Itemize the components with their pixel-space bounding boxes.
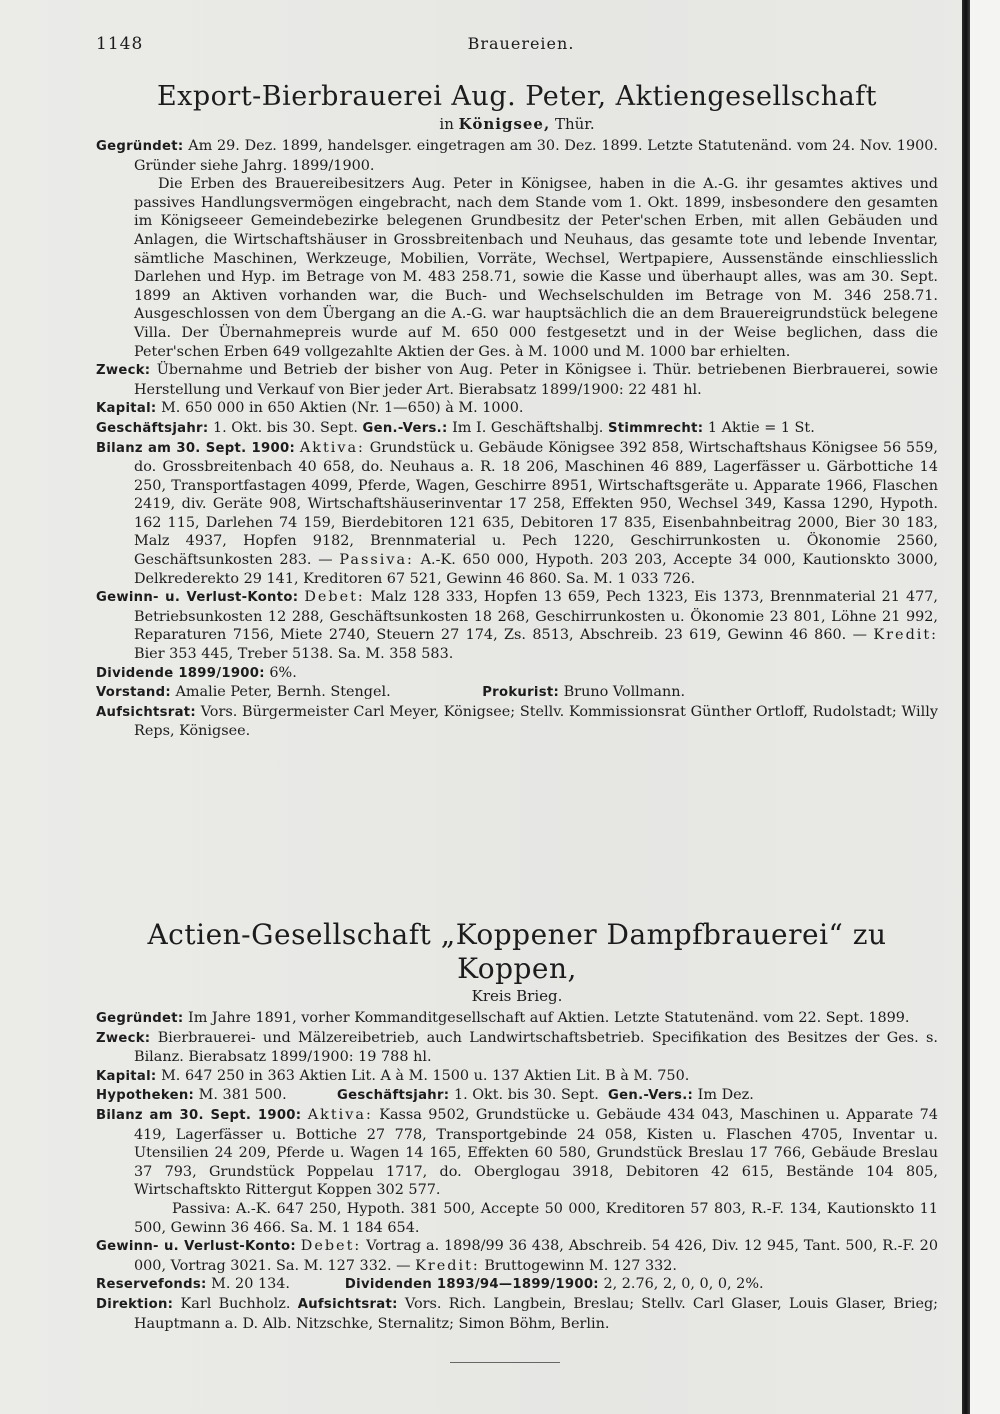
- kapital-text: M. 650 000 in 650 Aktien (Nr. 1—650) à M. 1000.: [161, 400, 524, 417]
- dividenden-text: 2, 2.76, 2, 0, 0, 0, 2%.: [603, 1276, 764, 1293]
- aufsichtsrat-label: Aufsichtsrat:: [297, 1296, 398, 1312]
- history-paragraph: Die Erben des Brauereibesitzers Aug. Peter in Königsee, haben in die A.-G. ihr gesamtes aktives und passives Handlungsvermögen eingebracht, nach dem Stande vom 1. Okt. 1899, insbesondere den gesamten im Königseeer Gemeindebezirke belegenen Grundbesitz der Peter'schen Erben, mit allen Gebäuden und Anlagen, die Wirtschaftshäuser in Grossbreitenbach und Neuhaus, das gesamte tote und lebende Inventar, sämtliche Maschinen, Werkzeuge, Mobilien, Vorräte, Wechsel, Wertpapiere, Aussenstände einschliesslich Darlehen und Hyp. im Betrage von M. 483 258.71, sowie die Kasse und überhaupt alles, was am 30. Sept. 1899 an Aktiven vorhanden war, die Buch- und Wechselschulden im Betrage von M. 346 258.71. Ausgeschlossen von dem Übergang an die A.-G. war hauptsächlich die an dem Brauereigrundstück belegene Villa. Der Übernahmepreis wurde auf M. 650 000 festgesetzt und in der Weise beglichen, dass die Peter'schen Erben 649 vollgezahlte Aktien der Ges. à M. 1000 und M. 1000 bar erhielten.: [134, 176, 938, 360]
- bilanz-passiva-text: A.-K. 647 250, Hypoth. 381 500, Accepte 50 000, Kreditoren 57 803, R.-F. 134, Kautionskto 11 500, Gewinn 36 466. Sa. M. 1 184 654.: [134, 1200, 938, 1236]
- bilanz-passiva-paragraph: [96, 1200, 938, 1237]
- prokurist-text: Bruno Vollmann.: [563, 684, 686, 701]
- gegruendet-entry: [96, 1009, 938, 1029]
- reservefonds-label: Reservefonds:: [96, 1277, 207, 1293]
- zweck-label: Zweck:: [96, 1030, 151, 1046]
- reservefonds-text: M. 20 134.: [211, 1276, 290, 1293]
- bilanz-aktiva-text: Grundstück u. Gebäude Königsee 392 858, Wirtschaftshaus Königsee 56 559, do. Grossbreitenbach 40 658, do. Neuhaus a. R. 18 206, Maschinen 46 889, Lagerfässer u. Gärbottiche 14 250, Transportfastagen 4099, Pferde, Wagen, Geschirre 8951, Wirtschaftsgeräte u. Apparate 1966, Flaschen 2419, div. Geräte 908, Wirtschaftshäuserinventar 17 258, Effekten 950, Wechsel 349, Kassa 1290, Hypoth. 162 115, Darlehen 74 159, Bierdebitoren 121 635, Debitoren 17 835, Eisenbahnbeitrag 2000, Bier 30 183, Malz 4937, Hopfen 9182, Brennmaterial u. Pech 1220, Geschirrunkosten u. Ökonomie 2560, Geschäftsunkosten 283. —: [134, 439, 938, 569]
- end-rule: [450, 1362, 560, 1363]
- bilanz-entry: [96, 439, 938, 589]
- bilanz-label: Bilanz am 30. Sept. 1900:: [96, 1107, 302, 1123]
- kapital-entry: [96, 1067, 938, 1087]
- binding-edge: [962, 0, 970, 1414]
- kapital-label: Kapital:: [96, 1068, 157, 1084]
- zweck-label: Zweck:: [96, 363, 151, 379]
- dividende-label: Dividende 1899/1900:: [96, 665, 265, 681]
- bilanz-passiva-word: Passiva:: [339, 552, 414, 569]
- location-name: Königsee,: [458, 115, 551, 133]
- guv-debet-word: Debet:: [300, 1238, 362, 1255]
- company-location: Kreis Brieg.: [471, 987, 563, 1005]
- guv-kredit-text: Bier 353 445, Treber 5138. Sa. M. 358 583.: [134, 646, 454, 663]
- gegruendet-text: Im Jahre 1891, vorher Kommanditgesellschaft auf Aktien. Letzte Statutenänd. vom 22. Sept. 1899.: [188, 1010, 910, 1026]
- bilanz-aktiva-text: Kassa 9502, Grundstücke u. Gebäude 434 043, Maschinen u. Apparate 74 419, Lagerfässer u. Bottiche 27 778, Transportgebinde 24 058, Kisten u. Flaschen 4705, Inventar u. Utensilien 24 209, Pferde u. Wagen 14 165, Effekten 60 580, Grundstück Breslau 17 766, Gebäude Breslau 37 793, Grundstück Poppelau 1717, do. Oberglogau 3918, Debitoren 42 615, Bestände 104 805, Wirtschaftskto Rittergut Koppen 302 577.: [134, 1106, 938, 1199]
- genvers-label: Gen.-Vers.:: [608, 1088, 694, 1104]
- gegruendet-label: Gegründet:: [96, 139, 184, 154]
- bilanz-passiva-word: Passiva:: [172, 1200, 231, 1217]
- company-title: Actien-Gesellschaft „Koppener Dampfbrauerei“ zu Koppen,: [147, 918, 887, 985]
- company-entry-2: [96, 918, 938, 1333]
- stimmrecht-text: 1 Aktie = 1 St.: [707, 419, 815, 436]
- location-prefix: in: [439, 115, 454, 133]
- guv-label: Gewinn- u. Verlust-Konto:: [96, 1239, 296, 1255]
- geschaeftsjahr-label: Geschäftsjahr:: [336, 1088, 450, 1104]
- stimmrecht-label: Stimmrecht:: [607, 420, 704, 436]
- prokurist-label: Prokurist:: [482, 685, 560, 701]
- aufsichtsrat-entry: [96, 703, 938, 741]
- vorstand-entry: [96, 683, 938, 703]
- zweck-text: Bierbrauerei- und Mälzereibetrieb, auch Landwirtschaftsbetrieb. Specifikation des Besitzes der Ges. s. Bilanz. Bierabsatz 1899/1900: 19 788 hl.: [134, 1029, 938, 1066]
- hypotheken-text: M. 381 500.: [198, 1087, 287, 1104]
- reservefonds-entry: [96, 1275, 938, 1295]
- page-margin-strip: [970, 0, 1000, 1414]
- guv-entry: [96, 588, 938, 663]
- location-suffix: Thür.: [554, 115, 595, 133]
- running-title: Brauereien.: [467, 34, 575, 53]
- bilanz-aktiva-word: Aktiva:: [299, 439, 365, 456]
- bilanz-aktiva-word: Aktiva:: [307, 1106, 373, 1123]
- geschaeftsjahr-text: 1. Okt. bis 30. Sept.: [453, 1087, 599, 1104]
- vorstand-label: Vorstand:: [96, 685, 171, 701]
- zweck-entry: [96, 1029, 938, 1067]
- vorstand-text: Amalie Peter, Bernh. Stengel.: [175, 684, 391, 701]
- guv-kredit-text: Bruttogewinn M. 127 332.: [484, 1257, 677, 1274]
- genvers-label: Gen.-Vers.:: [362, 420, 448, 436]
- company-title: Export-Bierbrauerei Aug. Peter, Aktiengesellschaft: [156, 81, 878, 112]
- dividende-entry: [96, 664, 938, 684]
- direktion-text: Karl Buchholz.: [180, 1295, 291, 1312]
- zweck-entry: [96, 361, 938, 399]
- kapital-text: M. 647 250 in 363 Aktien Lit. A à M. 1500 u. 137 Aktien Lit. B à M. 750.: [161, 1067, 690, 1084]
- kapital-label: Kapital:: [96, 401, 157, 417]
- genvers-text: Im Dez.: [697, 1087, 754, 1104]
- guv-debet-text: Vortrag a. 1898/99 36 438, Abschreib. 54 426, Div. 12 945, Tant. 500, R.-F. 20 000, Vortrag 3021. Sa. M. 127 332. —: [134, 1238, 938, 1274]
- hypotheken-entry: [96, 1086, 938, 1106]
- dividenden-label: Dividenden 1893/94—1899/1900:: [344, 1277, 599, 1293]
- guv-label: Gewinn- u. Verlust-Konto:: [96, 590, 299, 606]
- guv-kredit-word: Kredit:: [873, 627, 939, 644]
- aufsichtsrat-text: Vors. Bürgermeister Carl Meyer, Königsee; Stellv. Kommissionsrat Günther Ortloff, Rudolstadt; Willy Reps, Königsee.: [134, 703, 938, 740]
- zweck-text: Übernahme und Betrieb der bisher von Aug. Peter in Königsee i. Thür. betriebenen Bierbrauerei, sowie Herstellung und Verkauf von Bier jeder Art. Bierabsatz 1899/1900: 22 481 hl.: [134, 362, 939, 398]
- company-entry-1: [96, 80, 938, 741]
- guv-entry: [96, 1237, 938, 1275]
- guv-debet-word: Debet:: [304, 589, 365, 606]
- dividende-text: 6%.: [269, 664, 297, 681]
- geschaeftsjahr-text: 1. Okt. bis 30. Sept.: [212, 419, 358, 436]
- direktion-entry: [96, 1295, 938, 1333]
- bilanz-label: Bilanz am 30. Sept. 1900:: [96, 440, 296, 456]
- running-head: [96, 34, 946, 56]
- gegruendet-text: Am 29. Dez. 1899, handelsger. eingetragen am 30. Dez. 1899. Letzte Statutenänd. vom 24. Nov. 1900. Gründer siehe Jahrg. 1899/1900.: [134, 138, 938, 174]
- geschaeftsjahr-label: Geschäftsjahr:: [96, 420, 209, 436]
- gegruendet-label: Gegründet:: [96, 1011, 184, 1026]
- aufsichtsrat-label: Aufsichtsrat:: [96, 704, 196, 720]
- hypotheken-label: Hypotheken:: [96, 1088, 195, 1104]
- geschaeftsjahr-entry: [96, 419, 938, 439]
- bilanz-entry: [96, 1106, 938, 1200]
- genvers-text: Im I. Geschäftshalbj.: [452, 419, 604, 436]
- bilanz-passiva-text: A.-K. 650 000, Hypoth. 203 203, Accepte 34 000, Kautionskto 3000, Delkrederekto 29 141, Kreditoren 67 521, Gewinn 46 860. Sa. M. 1 033 726.: [134, 552, 938, 587]
- aufsichtsrat-text: Vors. Rich. Langbein, Breslau; Stellv. Carl Glaser, Louis Glaser, Brieg; Hauptmann a. D. Alb. Nitzschke, Sternalitz; Simon Böhm, Berlin.: [134, 1295, 939, 1332]
- company-location: [96, 114, 938, 134]
- gegruendet-entry: [96, 137, 938, 175]
- kapital-entry: [96, 399, 938, 419]
- guv-debet-text: Malz 128 333, Hopfen 13 659, Pech 1323, Eis 1373, Brennmaterial 21 477, Betriebsunkosten 12 288, Geschäftsunkosten 18 268, Geschirrunkosten u. Ökonomie 23 801, Löhne 21 992, Reparaturen 7156, Miete 2740, Steuern 27 174, Zs. 8513, Abschreib. 23 619, Gewinn 46 860. —: [134, 589, 939, 644]
- page-number: 1148: [96, 34, 144, 54]
- direktion-label: Direktion:: [96, 1296, 174, 1312]
- guv-kredit-word: Kredit:: [415, 1257, 480, 1274]
